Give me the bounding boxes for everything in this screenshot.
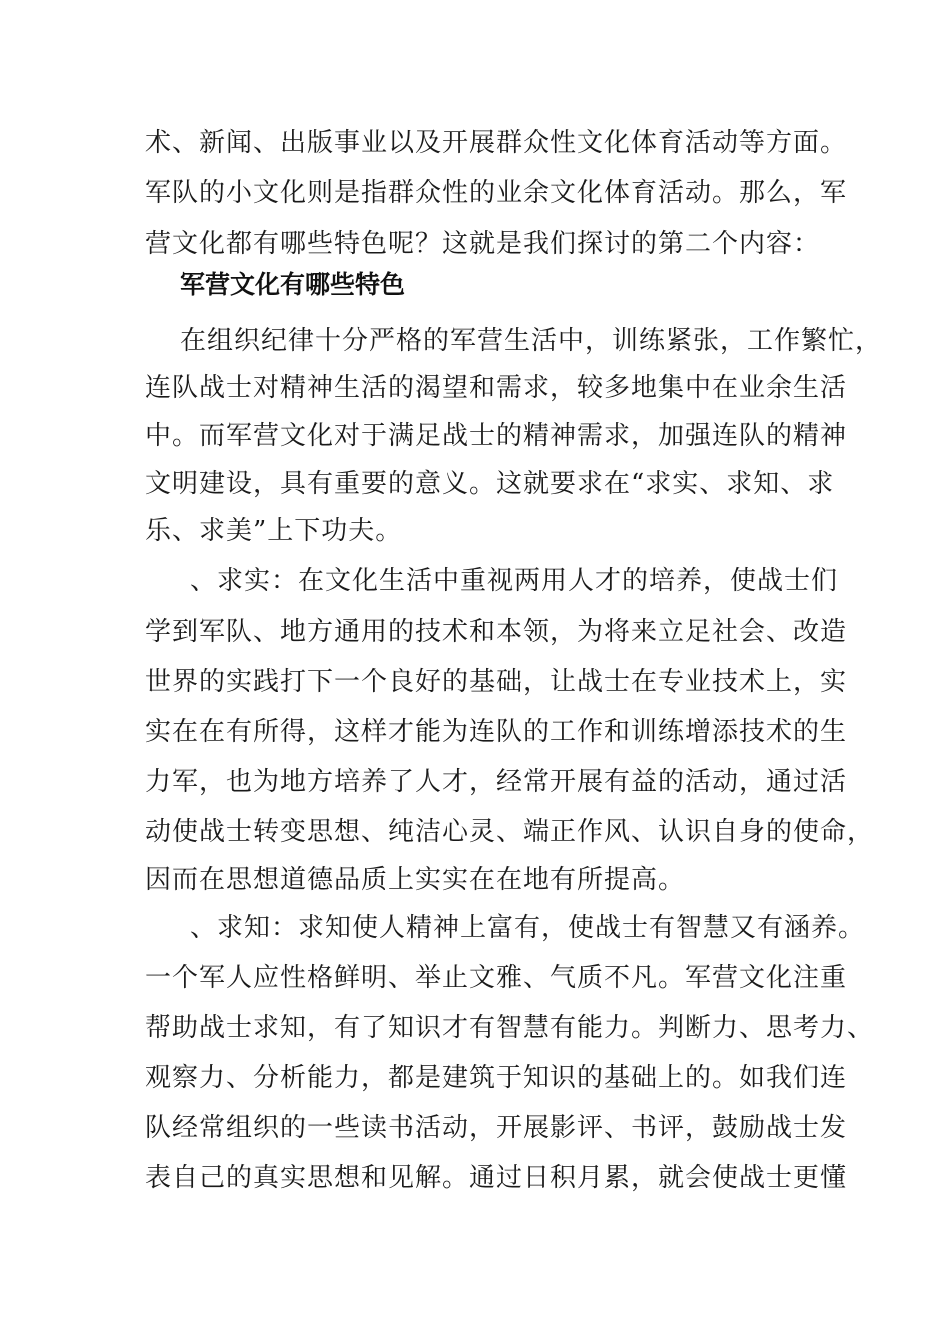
text-line: 帮助战士求知，有了知识才有智慧有能力。判断力、思考力、 [145, 1013, 875, 1043]
text-line: 军队的小文化则是指群众性的业余文化体育活动。那么，军 [145, 178, 848, 208]
text-line: 学到军队、地方通用的技术和本领，为将来立足社会、改造 [145, 617, 848, 647]
text-line: 表自己的真实思想和见解。通过日积月累，就会使战士更懂 [145, 1163, 848, 1193]
text-line: 一个军人应性格鲜明、举止文雅、气质不凡。军营文化注重 [145, 963, 848, 993]
text-line: 观察力、分析能力，都是建筑于知识的基础上的。如我们连 [145, 1063, 848, 1093]
text-line: 乐、求美”上下功夫。 [145, 516, 403, 546]
text-line: 、求知：求知使人精神上富有，使战士有智慧又有涵养。 [190, 913, 866, 943]
text-line: 因而在思想道德品质上实实在在地有所提高。 [145, 865, 686, 895]
text-line: 营文化都有哪些特色呢？这就是我们探讨的第二个内容： [145, 229, 821, 259]
text-line: 、求实：在文化生活中重视两用人才的培养，使战士们 [190, 566, 839, 596]
text-line: 队经常组织的一些读书活动，开展影评、书评，鼓励战士发 [145, 1113, 848, 1143]
text-line: 术、新闻、出版事业以及开展群众性文化体育活动等方面。 [145, 128, 848, 158]
text-line: 中。而军营文化对于满足战士的精神需求，加强连队的精神 [145, 421, 848, 451]
text-line: 力军，也为地方培养了人才，经常开展有益的活动，通过活 [145, 767, 848, 797]
text-line: 世界的实践打下一个良好的基础，让战士在专业技术上，实 [145, 667, 848, 697]
text-line: 在组织纪律十分严格的军营生活中，训练紧张，工作繁忙， [180, 326, 883, 356]
text-line: 实在在有所得，这样才能为连队的工作和训练增添技术的生 [145, 717, 848, 747]
section-heading: 军营文化有哪些特色 [180, 270, 406, 299]
text-line: 连队战士对精神生活的渴望和需求，较多地集中在业余生活 [145, 373, 848, 403]
text-line: 动使战士转变思想、纯洁心灵、端正作风、认识自身的使命， [145, 817, 875, 847]
text-line: 文明建设，具有重要的意义。这就要求在“求实、求知、求 [145, 469, 835, 499]
